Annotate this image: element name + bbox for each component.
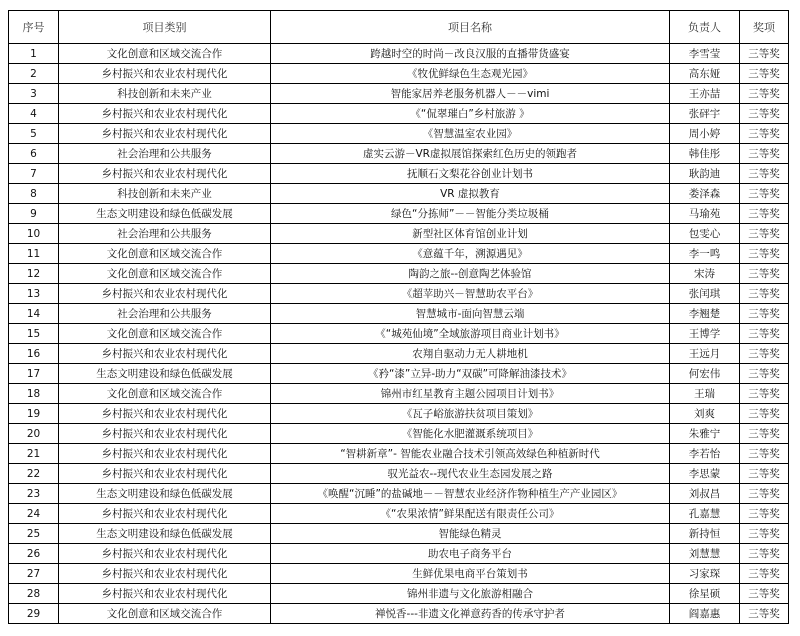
table-row (9, 604, 789, 624)
cell-award: 三等奖 (740, 304, 789, 324)
table-row (9, 384, 789, 404)
table-row (9, 464, 789, 484)
table-row (9, 344, 789, 364)
cell-award: 三等奖 (740, 104, 789, 124)
cell-serial-number: 17 (9, 364, 59, 384)
cell-leader: 张砰宇 (670, 104, 740, 124)
header-row (9, 11, 789, 44)
cell-leader: 李思蒙 (670, 464, 740, 484)
cell-serial-number: 15 (9, 324, 59, 344)
cell-project-name: 智能绿色精灵 (271, 524, 670, 544)
cell-award: 三等奖 (740, 364, 789, 384)
table-row (9, 544, 789, 564)
cell-serial-number: 20 (9, 424, 59, 444)
cell-project-name: 驭光益农--现代农业生态园发展之路 (271, 464, 670, 484)
table-row (9, 144, 789, 164)
cell-award: 三等奖 (740, 484, 789, 504)
cell-serial-number: 25 (9, 524, 59, 544)
cell-project-category: 生态文明建设和绿色低碳发展 (59, 524, 271, 544)
cell-project-category: 乡村振兴和农业农村现代化 (59, 104, 271, 124)
cell-project-name: 《“侃翠璀白”乡村旅游 》 (271, 104, 670, 124)
cell-serial-number: 14 (9, 304, 59, 324)
cell-award: 三等奖 (740, 504, 789, 524)
cell-leader: 何宏伟 (670, 364, 740, 384)
header-project-name: 项目名称 (271, 11, 670, 44)
cell-serial-number: 23 (9, 484, 59, 504)
cell-project-category: 乡村振兴和农业农村现代化 (59, 544, 271, 564)
cell-serial-number: 21 (9, 444, 59, 464)
cell-award: 三等奖 (740, 264, 789, 284)
cell-award: 三等奖 (740, 124, 789, 144)
cell-leader: 刘叔昌 (670, 484, 740, 504)
table-row (9, 204, 789, 224)
table-row (9, 404, 789, 424)
header-award: 奖项 (740, 11, 789, 44)
cell-project-category: 文化创意和区域交流合作 (59, 44, 271, 64)
cell-leader: 刘爽 (670, 404, 740, 424)
table-row (9, 364, 789, 384)
cell-leader: 耿韵迪 (670, 164, 740, 184)
cell-project-category: 乡村振兴和农业农村现代化 (59, 124, 271, 144)
cell-project-category: 社会治理和公共服务 (59, 304, 271, 324)
cell-project-category: 乡村振兴和农业农村现代化 (59, 284, 271, 304)
cell-serial-number: 27 (9, 564, 59, 584)
cell-award: 三等奖 (740, 424, 789, 444)
cell-award: 三等奖 (740, 584, 789, 604)
cell-project-category: 乡村振兴和农业农村现代化 (59, 164, 271, 184)
cell-serial-number: 26 (9, 544, 59, 564)
cell-project-category: 乡村振兴和农业农村现代化 (59, 584, 271, 604)
cell-serial-number: 7 (9, 164, 59, 184)
cell-serial-number: 24 (9, 504, 59, 524)
cell-award: 三等奖 (740, 464, 789, 484)
cell-serial-number: 11 (9, 244, 59, 264)
table-row (9, 304, 789, 324)
cell-project-name: 陶韵之旅--创意陶艺体验馆 (271, 264, 670, 284)
cell-project-category: 科技创新和未来产业 (59, 84, 271, 104)
cell-leader: 娄泽森 (670, 184, 740, 204)
cell-project-name: “智耕新章”- 智能农业融合技术引领高效绿色种植新时代 (271, 444, 670, 464)
cell-serial-number: 16 (9, 344, 59, 364)
cell-serial-number: 18 (9, 384, 59, 404)
cell-project-category: 文化创意和区域交流合作 (59, 244, 271, 264)
cell-leader: 李雪莹 (670, 44, 740, 64)
table-row (9, 184, 789, 204)
cell-award: 三等奖 (740, 604, 789, 624)
cell-leader: 王亦喆 (670, 84, 740, 104)
cell-award: 三等奖 (740, 384, 789, 404)
cell-leader: 王远月 (670, 344, 740, 364)
cell-award: 三等奖 (740, 204, 789, 224)
cell-award: 三等奖 (740, 344, 789, 364)
cell-project-category: 科技创新和未来产业 (59, 184, 271, 204)
cell-project-name: 《超苹助兴－智慧助农平台》 (271, 284, 670, 304)
cell-project-name: 《瓦子峪旅游扶贫项目策划》 (271, 404, 670, 424)
cell-project-category: 乡村振兴和农业农村现代化 (59, 444, 271, 464)
cell-project-name: 抚顺石文梨花谷创业计划书 (271, 164, 670, 184)
header-serial-number: 序号 (9, 11, 59, 44)
cell-leader: 宋涛 (670, 264, 740, 284)
cell-serial-number: 29 (9, 604, 59, 624)
cell-award: 三等奖 (740, 164, 789, 184)
cell-project-name: 锦州非遗与文化旅游相融合 (271, 584, 670, 604)
cell-project-category: 乡村振兴和农业农村现代化 (59, 564, 271, 584)
cell-award: 三等奖 (740, 144, 789, 164)
cell-project-name: 虚实云游－VR虚拟展馆探索红色历史的领跑者 (271, 144, 670, 164)
cell-leader: 李翘楚 (670, 304, 740, 324)
cell-leader: 刘慧慧 (670, 544, 740, 564)
cell-project-category: 文化创意和区域交流合作 (59, 604, 271, 624)
cell-serial-number: 3 (9, 84, 59, 104)
table-row (9, 424, 789, 444)
cell-leader: 周小婷 (670, 124, 740, 144)
cell-project-name: 《唤醒“沉睡”的盐碱地－－智慧农业经济作物种植生产产业园区》 (271, 484, 670, 504)
cell-leader: 李一鸣 (670, 244, 740, 264)
cell-leader: 朱雅宁 (670, 424, 740, 444)
cell-project-name: 《“城苑仙境”全域旅游项目商业计划书》 (271, 324, 670, 344)
cell-project-name: 《智能化水肥灌溉系统项目》 (271, 424, 670, 444)
awards-table-container (8, 10, 789, 624)
table-row (9, 224, 789, 244)
cell-project-name: VR 虚拟教育 (271, 184, 670, 204)
cell-award: 三等奖 (740, 84, 789, 104)
cell-project-category: 社会治理和公共服务 (59, 224, 271, 244)
cell-leader: 习家琛 (670, 564, 740, 584)
table-row (9, 64, 789, 84)
cell-leader: 韩佳彤 (670, 144, 740, 164)
cell-project-name: 智能家居养老服务机器人－－vimi (271, 84, 670, 104)
table-row (9, 104, 789, 124)
cell-award: 三等奖 (740, 64, 789, 84)
cell-serial-number: 13 (9, 284, 59, 304)
cell-award: 三等奖 (740, 244, 789, 264)
cell-serial-number: 9 (9, 204, 59, 224)
table-row (9, 284, 789, 304)
cell-project-name: 禅悦香---非遗文化禅意药香的传承守护者 (271, 604, 670, 624)
cell-project-name: 智慧城市-面向智慧云端 (271, 304, 670, 324)
table-row (9, 84, 789, 104)
cell-project-category: 乡村振兴和农业农村现代化 (59, 464, 271, 484)
cell-project-name: 《“农果浓情”鲜果配送有限责任公司》 (271, 504, 670, 524)
header-leader: 负责人 (670, 11, 740, 44)
cell-leader: 马瑜苑 (670, 204, 740, 224)
cell-project-category: 乡村振兴和农业农村现代化 (59, 64, 271, 84)
table-row (9, 444, 789, 464)
awards-table (8, 10, 789, 624)
cell-project-name: 助农电子商务平台 (271, 544, 670, 564)
cell-award: 三等奖 (740, 284, 789, 304)
cell-serial-number: 19 (9, 404, 59, 424)
cell-leader: 王博学 (670, 324, 740, 344)
cell-project-name: 跨越时空的时尚－改良汉服的直播带货盛宴 (271, 44, 670, 64)
cell-serial-number: 4 (9, 104, 59, 124)
cell-project-category: 社会治理和公共服务 (59, 144, 271, 164)
cell-project-category: 文化创意和区域交流合作 (59, 324, 271, 344)
cell-award: 三等奖 (740, 544, 789, 564)
cell-award: 三等奖 (740, 524, 789, 544)
cell-serial-number: 5 (9, 124, 59, 144)
cell-serial-number: 8 (9, 184, 59, 204)
cell-project-name: 锦州市红星教育主题公园项目计划书》 (271, 384, 670, 404)
cell-award: 三等奖 (740, 404, 789, 424)
cell-project-name: 新型社区体育馆创业计划 (271, 224, 670, 244)
cell-project-name: 《牧优鲜绿色生态观光园》 (271, 64, 670, 84)
cell-leader: 高东娅 (670, 64, 740, 84)
cell-serial-number: 6 (9, 144, 59, 164)
cell-leader: 张闰琪 (670, 284, 740, 304)
cell-project-name: 农翔自驱动力无人耕地机 (271, 344, 670, 364)
cell-serial-number: 1 (9, 44, 59, 64)
cell-project-category: 文化创意和区域交流合作 (59, 384, 271, 404)
cell-serial-number: 12 (9, 264, 59, 284)
cell-serial-number: 10 (9, 224, 59, 244)
table-row (9, 44, 789, 64)
table-row (9, 564, 789, 584)
cell-project-category: 生态文明建设和绿色低碳发展 (59, 204, 271, 224)
cell-award: 三等奖 (740, 184, 789, 204)
table-header (9, 11, 789, 44)
cell-project-name: 生鲜优果电商平台策划书 (271, 564, 670, 584)
table-row (9, 584, 789, 604)
cell-serial-number: 22 (9, 464, 59, 484)
cell-leader: 王瑞 (670, 384, 740, 404)
cell-project-name: 《意蕴千年，溯源遇见》 (271, 244, 670, 264)
cell-leader: 李若怡 (670, 444, 740, 464)
cell-serial-number: 2 (9, 64, 59, 84)
table-row (9, 124, 789, 144)
cell-award: 三等奖 (740, 324, 789, 344)
table-row (9, 264, 789, 284)
cell-project-name: 《智慧温室农业园》 (271, 124, 670, 144)
cell-project-name: 绿色“分拣师”－－智能分类垃圾桶 (271, 204, 670, 224)
table-row (9, 504, 789, 524)
cell-project-category: 生态文明建设和绿色低碳发展 (59, 484, 271, 504)
cell-leader: 孔嘉慧 (670, 504, 740, 524)
table-row (9, 244, 789, 264)
cell-project-category: 乡村振兴和农业农村现代化 (59, 424, 271, 444)
cell-project-category: 文化创意和区域交流合作 (59, 264, 271, 284)
cell-award: 三等奖 (740, 224, 789, 244)
table-row (9, 164, 789, 184)
table-body (9, 44, 789, 624)
cell-project-category: 乡村振兴和农业农村现代化 (59, 344, 271, 364)
cell-award: 三等奖 (740, 44, 789, 64)
cell-leader: 新持恒 (670, 524, 740, 544)
cell-leader: 徐星硕 (670, 584, 740, 604)
cell-project-category: 生态文明建设和绿色低碳发展 (59, 364, 271, 384)
cell-award: 三等奖 (740, 564, 789, 584)
cell-project-name: 《矜“漆”立异-助力“双碳”可降解油漆技术》 (271, 364, 670, 384)
cell-leader: 阎嘉惠 (670, 604, 740, 624)
header-project-category: 项目类别 (59, 11, 271, 44)
table-row (9, 324, 789, 344)
cell-project-category: 乡村振兴和农业农村现代化 (59, 504, 271, 524)
table-row (9, 484, 789, 504)
cell-serial-number: 28 (9, 584, 59, 604)
table-row (9, 524, 789, 544)
cell-award: 三等奖 (740, 444, 789, 464)
cell-project-category: 乡村振兴和农业农村现代化 (59, 404, 271, 424)
cell-leader: 包雯心 (670, 224, 740, 244)
